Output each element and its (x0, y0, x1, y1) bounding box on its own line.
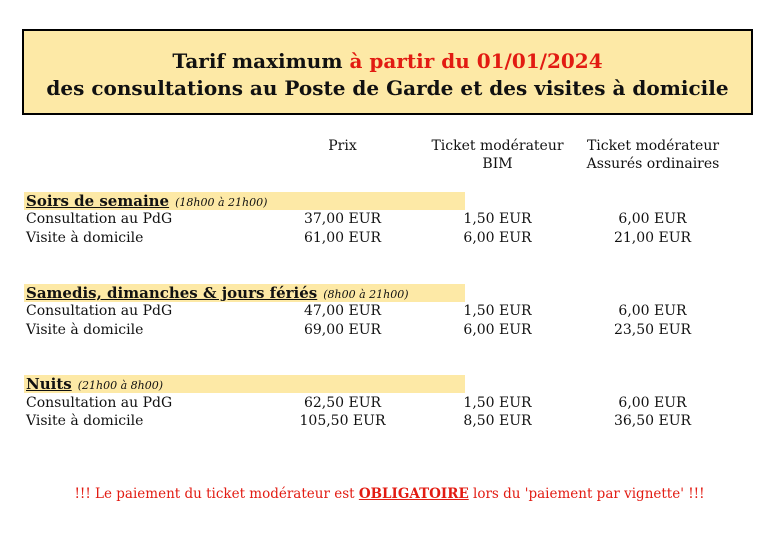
column-header-bim-line2: BIM (482, 156, 513, 172)
cell-prix: 37,00 EUR (303, 211, 382, 227)
row-label: Visite à domicile (26, 413, 144, 429)
row-label: Consultation au PdG (26, 211, 173, 227)
title-prefix: Tarif maximum (172, 49, 350, 73)
row-label: Consultation au PdG (26, 303, 173, 319)
cell-assures: 36,50 EUR (613, 413, 692, 429)
cell-bim: 6,00 EUR (463, 322, 532, 338)
cell-assures: 6,00 EUR (618, 211, 687, 227)
cell-prix: 69,00 EUR (303, 322, 382, 338)
cell-assures: 21,00 EUR (613, 230, 692, 246)
section-title: Soirs de semaine (26, 192, 170, 210)
notice-emphasis: OBLIGATOIRE (358, 486, 469, 502)
cell-prix: 62,50 EUR (303, 395, 382, 411)
cell-bim: 1,50 EUR (463, 303, 532, 319)
title-line-1 (24, 48, 751, 75)
section-title: Samedis, dimanches & jours fériés (26, 284, 318, 302)
column-header-prix-label: Prix (328, 138, 357, 154)
notice-suffix: lors du 'paiement par vignette' !!! (468, 486, 705, 502)
cell-assures: 23,50 EUR (613, 322, 692, 338)
column-header-assures-line2: Assurés ordinaires (586, 156, 720, 172)
column-header-bim (425, 137, 570, 173)
section-weekends-holidays (24, 284, 465, 302)
cell-bim: 8,50 EUR (463, 413, 532, 429)
title-line-2: des consultations au Poste de Garde et des visites à domicile (46, 76, 729, 100)
cell-prix: 105,50 EUR (299, 413, 386, 429)
payment-notice (0, 486, 779, 502)
row-label: Visite à domicile (26, 322, 144, 338)
cell-bim: 1,50 EUR (463, 395, 532, 411)
section-hours: (18h00 à 21h00) (175, 196, 268, 209)
notice-prefix: !!! Le paiement du ticket modérateur est (74, 486, 359, 502)
cell-prix: 61,00 EUR (303, 230, 382, 246)
title-date: à partir du 01/01/2024 (349, 49, 603, 73)
section-hours: (21h00 à 8h00) (77, 379, 163, 392)
cell-assures: 6,00 EUR (618, 395, 687, 411)
column-header-assures-line1: Ticket modérateur (586, 138, 720, 154)
section-hours: (8h00 à 21h00) (323, 288, 409, 301)
row-label: Visite à domicile (26, 230, 144, 246)
cell-bim: 6,00 EUR (463, 230, 532, 246)
column-header-bim-line1: Ticket modérateur (431, 138, 564, 154)
section-soirs-de-semaine (24, 192, 465, 210)
column-header-prix (285, 137, 400, 155)
column-header-assures (578, 137, 728, 173)
section-nuits (24, 375, 465, 393)
section-title: Nuits (26, 375, 72, 393)
title-box (22, 29, 753, 115)
cell-prix: 47,00 EUR (303, 303, 382, 319)
cell-assures: 6,00 EUR (618, 303, 687, 319)
row-label: Consultation au PdG (26, 395, 173, 411)
cell-bim: 1,50 EUR (463, 211, 532, 227)
